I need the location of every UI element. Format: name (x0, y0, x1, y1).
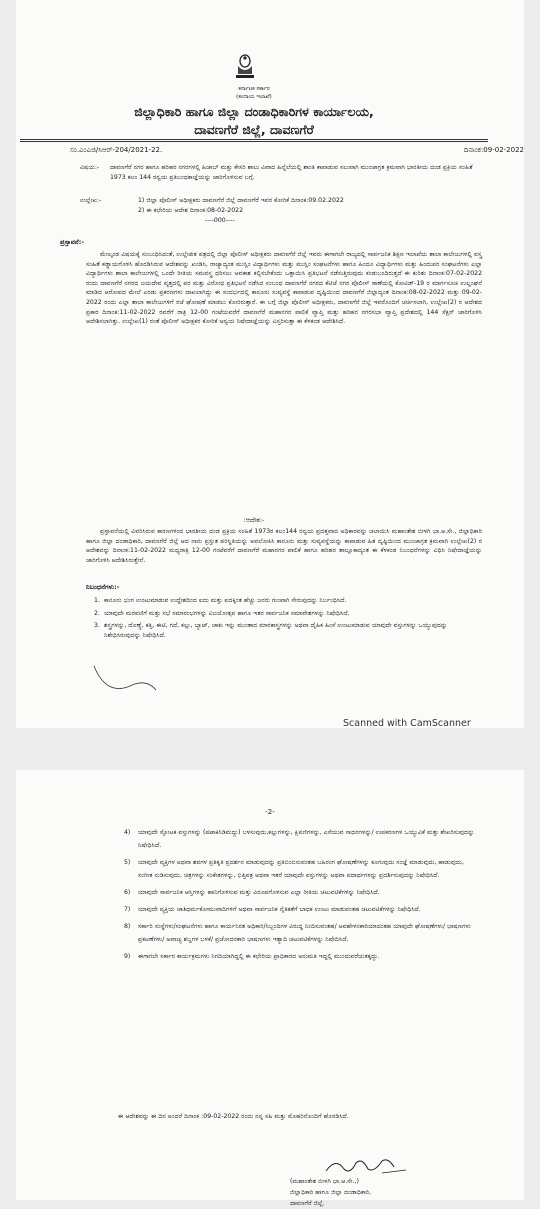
conditions-list-continued (124, 826, 480, 967)
subject-text: ದಾವಣಗೆರೆ ನಗರ ಹಾಗೂ ಹರಿಹರ ನಗರಗಳಲ್ಲಿ ಹಿಜಾಬ್ ಮತ್ತು ಕೇಸರಿ ಶಾಲು ವಿವಾದ ಹಿನ್ನೆಲೆಯಲ್ಲಿ ಶಾಂತಿ ಕಾಪಾಡುವ ಸಲುವಾಗಿ ಮುಂಜಾಗ್ರತ ಕ್ರಮವಾಗಿ ಭಾರತೀಯ ದಂಡ ಪ್ರಕ್ರಿಯ ಸಂಹಿತೆ 1973 ಕಲಂ 144 ರನ್ವಯ ಪ್ರತಿಬಂಧಕಾಜ್ಞೆಯನ್ನು ಜಾರಿಗೊಳಿಸುವ ಬಗ್ಗೆ. (110, 164, 473, 181)
subject-label: ವಿಷಯ:- (80, 164, 100, 171)
order-text: ಪ್ರಸ್ತಾವನೆಯಲ್ಲಿ ವಿವರಿಸಿರುವ ಕಾರಣಗಳಿಂದ ಭಾರತೀಯ ದಂಡ ಪ್ರಕ್ರಿಯ ಸಂಹಿತೆ 1973ರ ಕಲಂ144 ರನ್ವಯ ಪ್ರದತ್ತವಾದ ಅಧಿಕಾರವನ್ನು ಚಲಾಯಿಸಿ ಮಹಾಂತೇಶ ಬೀಳಗಿ ಭಾ.ಆ.ಸೇ., ಜಿಲ್ಲಾಧಿಕಾರಿ ಹಾಗೂ ಜಿಲ್ಲಾ ದಂಡಾಧಿಕಾರಿ, ದಾವಣಗೆರೆ ಜಿಲ್ಲೆ ಆದ ನಾನು ಪ್ರಸ್ತುತ ಪರಿಸ್ಥಿತಿಯನ್ನು ಅವಲೋಕಿಸಿ ಕಾನೂನು ಮತ್ತು ಸುವ್ಯವಸ್ಥೆಯನ್ನು ಕಾಪಾಡುವ ಹಿತ ದೃಷ್ಟಿಯಿಂದ ಮುಂಜಾಗ್ರತ ಕ್ರಮವಾಗಿ ಉಲ್ಲೇಖ(2) ರ ಆದೇಶವನ್ನು ದಿನಾಂಕ:11-02-2022 ಮಧ್ಯರಾತ್ರಿ 12-00 ಗಂಟೆವರೆಗೆ ದಾವಣಗೆರೆ ಮಹಾನಗರ ಪಾಲಿಕೆ ಹಾಗೂ ಹರಿಹರ ತಾಲ್ಲೂಕಾದ್ಯಂತ ಈ ಕೆಳಕಂಡ ನಿಬಂಧನೆಗಳನ್ನು ವಿಧಿಸಿ ನಿಷೇದಾಜ್ಞೆಯನ್ನು ಜಾರಿಗೊಳಿಸಿ ಆದೇಶಿಸಿರುತ್ತೇನೆ. (86, 528, 482, 564)
preamble-text: ಮೇಲ್ಕಂಡ ವಿಷಯಕ್ಕೆ ಸಂಬಂಧಿಸಿದಂತೆ, ಉಲ್ಲೇಖಿತ ಪತ್ರದಲ್ಲಿ ಜಿಲ್ಲಾ ಪೊಲೀಸ್ ಅಧೀಕ್ಷಕರು ದಾವಣಗೆರೆ ಜಿಲ್ಲೆ ಇವರು ಈಗಾಗಲೇ ರಾಜ್ಯದಲ್ಲಿ ಸಾರ್ವಜನಿಕ ಶಿಕ್ಷಣ ಇಲಾಖೆಯ ಶಾಲಾ ಕಾಲೇಜುಗಳಲ್ಲಿ ವಸ್ತ್ರ ಸಂಹಿತೆ ಕಡ್ಡಾಯಗೊಳಿಸಿ ಹೊರಡಿಸಿರುವ ಆದೇಶವನ್ನು ಖಂಡಿಸಿ, ರಾಜ್ಯಾದ್ಯಂತ ಮುಸ್ಲಿಂ ವಿದ್ಯಾರ್ಥಿಗಳು ಮತ್ತು ಮುಸ್ಲಿಂ ಸಂಘಟನೆಗಳು ಹಾಗೂ ಹಿಂದೂ ವಿದ್ಯಾರ್ಥಿಗಳು ಮತ್ತು ಹಿಂದುಪರ ಸಂಘಟನೆಗಳು ಎಲ್ಲಾ ವಿದ್ಯಾರ್ಥಿಗಳು ಶಾಲಾ ಕಾಲೇಜುಗಳಲ್ಲಿ ಒಂದೇ ರೀತಿಯ ಸಮವಸ್ತ್ರ ಧರಿಸಲು ಅವಕಾಶ ಕಲ್ಪಿಸಬೇಕೆಂದು ಒತ್ತಾಯಿಸಿ ಪ್ರತಿಭಟನೆ ನಡೆಸುತ್ತಿರುವುದು ಕಂಡುಬಂದಿರುತ್ತದೆ ಈ ಕುರಿತು ದಿನಾಂಕ:07-02-2022 ರಂದು ದಾವಣಗೆರೆ ನಗರದ ಜಯದೇವ ವೃತ್ತದಲ್ಲಿ ಪರ ಮತ್ತು ವಿರೋಧ ಪ್ರತಿಭಟನೆ ನಡೆಸಿದ ಸಂಬಂಧ ದಾವಣಗೆರೆ ನಗರದ ಕೆಟಿಜೆ ನಗರ ಪೊಲೀಸ್ ಠಾಣೆಯಲ್ಲಿ ಕೋವಿಡ್-19 ರ ಮಾರ್ಗಸೂಚಿ ಉಲ್ಲಂಘನೆ ಮಾಡಿದ ಆರೋಪದ ಮೇಲೆ ಎರಡು ಪ್ರಕರಣಗಳು ದಾಖಲಾಗಿದ್ದು ಈ ಸಂದರ್ಭದಲ್ಲಿ ಕಾನೂನು ಸುವ್ಯವಸ್ಥೆ ಕಾಪಾಡುವ ದೃಷ್ಟಿಯಿಂದ ದಾವಣಗೆರೆ ಜಿಲ್ಲಾದ್ಯಂತ ದಿನಾಂಕ:08-02-2022 ಮತ್ತು 09-02-2022 ರಂದು ಎಲ್ಲಾ ಶಾಲಾ ಕಾಲೇಜುಗಳಿಗೆ ರಜೆ ಘೋಷಣೆ ಮಾಡಲು ಕೋರಿರುತ್ತಾರೆ. ಈ ಬಗ್ಗೆ ಜಿಲ್ಲಾ ಪೊಲೀಸ್ ಅಧೀಕ್ಷಕರು, ದಾವಣಗೆರೆ ಜಿಲ್ಲೆ ಇವರೊಂದಿಗೆ ಚರ್ಚಿಸಲಾಗಿ, ಉಲ್ಲೇಖ(2) ರ ಆದೇಶದ ಪ್ರಕಾರ ದಿನಾಂಕ:11-02-2022 ರವರೆಗೆ ರಾತ್ರಿ 12-00 ಗಂಟೆಯವರೆಗೆ ದಾವಣಗೆರೆ ಮಹಾನಗರ ಪಾಲಿಕೆ ವ್ಯಾಪ್ತಿ ಮತ್ತು ಹರಿಹರ ನಗರಸಭಾ ವ್ಯಾಪ್ತಿ ಪ್ರದೇಶದಲ್ಲಿ 144 ಸೆಕ್ಷನ್ ಜಾರಿಗೊಳಿಸಿ ಆದೇಶಿಸಲಾಗಿತ್ತು. ಉಲ್ಲೇಖ(1) ರಂತೆ ಪೊಲೀಸ್ ಅಧೀಕ್ಷಕರ ಕೋರಿಕೆ ಅನ್ವಯ ನಿಷೇದಾಜ್ಞೆಯನ್ನು ವಿಸ್ತರಿಸುತ್ತಾ ಈ ಕೆಳಕಂಡ ಆದೇಶಿಸಿದೆ. (86, 251, 482, 326)
page-number: -2- (265, 808, 275, 816)
list-item: 3. ಶಸ್ತ್ರಗಳನ್ನು, ದೊಣ್ಣೆ, ಕತ್ತಿ, ಈಟಿ, ಗದೆ, ಕಲ್ಲು, ಬ್ಯಾಟ್, ಚಾಕು ಇನ್ನು ಮುಂತಾದ ಮಾರಕಾಸ್ತ್ರಗಳನ್ನು ಅಥವಾ ದೈಹಿಕ ಹಿಂಸೆ ಉಂಟುಮಾಡುವ ಯಾವುದೇ ವಸ್ತುಗಳನ್ನು ಒಯ್ಯುವುದನ್ನು ನಿಶೇಧಿಸಿರುವುದನ್ನು ನಿಷೇಧಿಸಿದೆ. (94, 622, 448, 639)
conditions-list (96, 596, 470, 643)
signatory-name: (ಮಹಾಂತೇಶ ಬೀಳಗಿ ಭಾ.ಆ.ಸೇ.,) (290, 1178, 359, 1185)
office-location: ದಾವಣಗೆರೆ ಜಿಲ್ಲೆ, ದಾವಣಗೆರೆ (194, 122, 314, 137)
list-item: 1. ಕಾನೂನು ಭಂಗ ಉಂಟುಮಾಡುವ ಉದ್ದೇಶದಿಂದ ಐದು ಮತ್ತು ಐದಕ್ಕಿಂತ ಹೆಚ್ಚು ಜನರು ಗುಂಪಾಗಿ ಸೇರುವುದನ್ನು ನಿರ್ಬಂಧಿಸಿದೆ. (94, 597, 347, 604)
list-item: 4) ಯಾವುದೇ ಸ್ಫೋಟಕ ವಸ್ತುಗಳನ್ನು (ಪಟಾಕಿಸಿಡಿಮದ್ದು) ಬಳಸುವುದು,ಕಲ್ಲುಗಳನ್ನು, ಕ್ಷಿಪಣಿಗಳನ್ನು, ಎಸೆಯುವ ಸಾಧನಗಳನ್ನು/ ಉಪಕರಣಗಳ ಒಯ್ಯುವಿಕೆ ಮತ್ತು ಶೇಖರಿಸುವುದನ್ನು ನಿಷೇಧಿಸಿದೆ. (124, 829, 475, 849)
list-item: 9) ಈಗಾಗಲೇ ಸರ್ಕಾರ ಕಾರ್ಯಕ್ರಮಗಳು ನಿಗದಿಯಾಗಿದ್ದಲ್ಲಿ ಈ ಕಛೇರಿಯ ಪ್ರಾಧಿಕಾರದ ಅನುಮತಿ ಇದ್ದಲ್ಲಿ ಮುಂದುವರೆಯತಕ್ಕದ್ದು. (124, 953, 380, 960)
header-divider (20, 139, 488, 140)
signatory-title: ಜಿಲ್ಲಾಧಿಕಾರಿ ಹಾಗೂ ಜಿಲ್ಲಾ ದಂಡಾಧಿಕಾರಿ, (290, 1189, 372, 1196)
subject-block (80, 163, 480, 182)
document-date: ದಿನಾಂಕ:09-02-2022 (463, 146, 524, 154)
department-name: (ಕಂದಾಯ ಇಲಾಖೆ) (236, 94, 272, 100)
preamble-label: ಪ್ರಸ್ತಾವನೆ:- (60, 238, 85, 246)
state-emblem-icon (232, 52, 258, 82)
signatory-place: ದಾವಣಗೆರೆ ಜಿಲ್ಲೆ. (290, 1200, 325, 1207)
reference-item: 1) ಜಿಲ್ಲಾ ಪೊಲೀಸ್ ಅಧೀಕ್ಷಕರು ದಾವಣಗೆರೆ ಜಿಲ್ಲೆ ದಾವಣಗೆರೆ ಇವರ ಕೋರಿಕೆ ದಿನಾಂಕ:09.02.2022 (138, 197, 344, 204)
scanner-watermark: Scanned with CamScanner (343, 718, 471, 729)
order-heading: :ಆದೇಶ:- (243, 516, 265, 524)
office-title: ಜಿಲ್ಲಾಧಿಕಾರಿ ಹಾಗೂ ಜಿಲ್ಲಾ ದಂಡಾಧಿಕಾರಿಗಳ ಕಾರ್ಯಾಲಯ, (134, 104, 374, 119)
references-label: ಉಲ್ಲೇಖ:- (80, 197, 102, 204)
reference-item: 2) ಈ ಕಛೇರಿಯ ಆದೇಶ ದಿನಾಂಕ:08-02-2022 (138, 207, 244, 214)
list-item: 2. ಯಾವುದೇ ಮರವಣಿಗೆ ಮತ್ತು ಸಭೆ ಸಮಾರಂಭಗಳನ್ನು ವಿಜಯೋತ್ಸವ ಹಾಗೂ ಇತರ ಸಾರ್ವಜನಿಕ ಸಮಾವೇಶಗಳನ್ನು ನಿಷೇಧಿಸಿದೆ. (94, 609, 350, 617)
reference-row (70, 146, 524, 155)
signature-mark (322, 1155, 412, 1177)
references-block (80, 196, 480, 226)
margin-annotation-mark (86, 660, 176, 700)
closing-statement: ಈ ಆದೇಶವನ್ನು ಈ ದಿನ ಅಂದರೆ ದಿನಾಂಕ :09-02-2022 ರಂದು ನನ್ನ ಸಹಿ ಮತ್ತು ಮೊಹರಿನೊಂದಿಗೆ ಹೊರಡಿಸಿದೆ. (118, 1113, 349, 1120)
government-name: ಕರ್ನಾಟಕ ಸರ್ಕಾರ (238, 86, 270, 92)
reference-number: ಸಂ.ಎಂಎಜಿ/ಸಿಆರ್-204/2021-22. (70, 146, 163, 154)
list-item: 7) ಯಾವುದೇ ವ್ಯಕ್ತಿಯ ಜಾತಿಧರ್ಮಕೋಮುವಾದಿಗಳಿಗೆ ಅಥವಾ ಸಾರ್ವಜನಿಕ ನೈತಿಕತೆಗೆ ಬಾಧಕ ಉಂಟು ಮಾಡುವಂತಹ ಚಟುವಟಿಕೆಗಳನ್ನು ನಿಷೇಧಿಸಿದೆ. (124, 906, 421, 913)
header-divider (20, 141, 488, 142)
conditions-label: ನಿಬಂಧನೆಗಳು:- (86, 583, 120, 591)
list-item: 6) ಯಾವುದೇ ಸಾರ್ವಜನಿಕ ಆಸ್ತಿಗಳನ್ನು ಹಾನಿಗೊಳಿಸುವ ಮತ್ತು ವಿರೂಪಗೊಳಿಸುವ ಎಲ್ಲಾ ರೀತಿಯ ಚಟುವಟಿಕೆಗಳನ್ನು ನಿಷೇಧಿಸಿದೆ. (124, 889, 380, 896)
list-item: 5) ಯಾವುದೇ ವ್ಯಕ್ತಿಗಳ ಅಥವಾ ಶವಗಳ ಪ್ರತಿಕೃತಿ ಪ್ರದರ್ಶನ ಮಾಡುವುದನ್ನು ಪ್ರತಿಬಿಂಬಿಸುವಂತಹ ಬಹಿರಂಗ ಘೋಷಣೆಗಳನ್ನು ಕೂಗುವುದು ಸಂಜ್ಞೆ ಮಾಡುವುದು, ಹಾಡುವುದು, ಸಂಗೀತ ನುಡಿಸುವುದು, ಚಿತ್ರಗಳನ್ನು ಸಂಕೇತಗಳನ್ನು, ಭಿತ್ತಿಪತ್ರ ಅಥವಾ ಇತರೆ ಯಾವುದೇ ವಸ್ತುಗಳನ್ನು ಅಥವಾ ಪದಾರ್ಥಗಳನ್ನು ಪ್ರದರ್ಶಿಸುವುದನ್ನು ನಿಷೇಧಿಸಿದೆ. (124, 859, 464, 879)
separator: ----000---- (205, 217, 235, 224)
list-item: 8) ಸರ್ಕಾರಿ ಸಂಸ್ಥೆಗಳು/ಸಂಘಟನೆಗಳು ಹಾಗೂ ಕಾರ್ಯನಿರತ ಅಧಿಕಾರಿ/ಸಿಬ್ಬಂದಿಗಳ ವಿರುದ್ಧ ನಿಂದಿಸುವಂತಹ/ ಅವಹೇಳನಕಾರಿಯಾದಂತಹ ಯಾವುದೇ ಘೋಷಣೆಗಳು/ ಭಾಷಣಗಳು ಪ್ರಕಟಣೆಗಳು/ ಅವಾಚ್ಯ ಶಬ್ದಗಳ ಬಳಕೆ/ ಪ್ರಚೋದನಕಾರಿ ಭಾಷಣಗಳು ಇತ್ಯಾದಿ ಚಟುವಟಿಕೆಗಳನ್ನು ನಿಷೇದಿಸಿದೆ. (124, 923, 471, 943)
